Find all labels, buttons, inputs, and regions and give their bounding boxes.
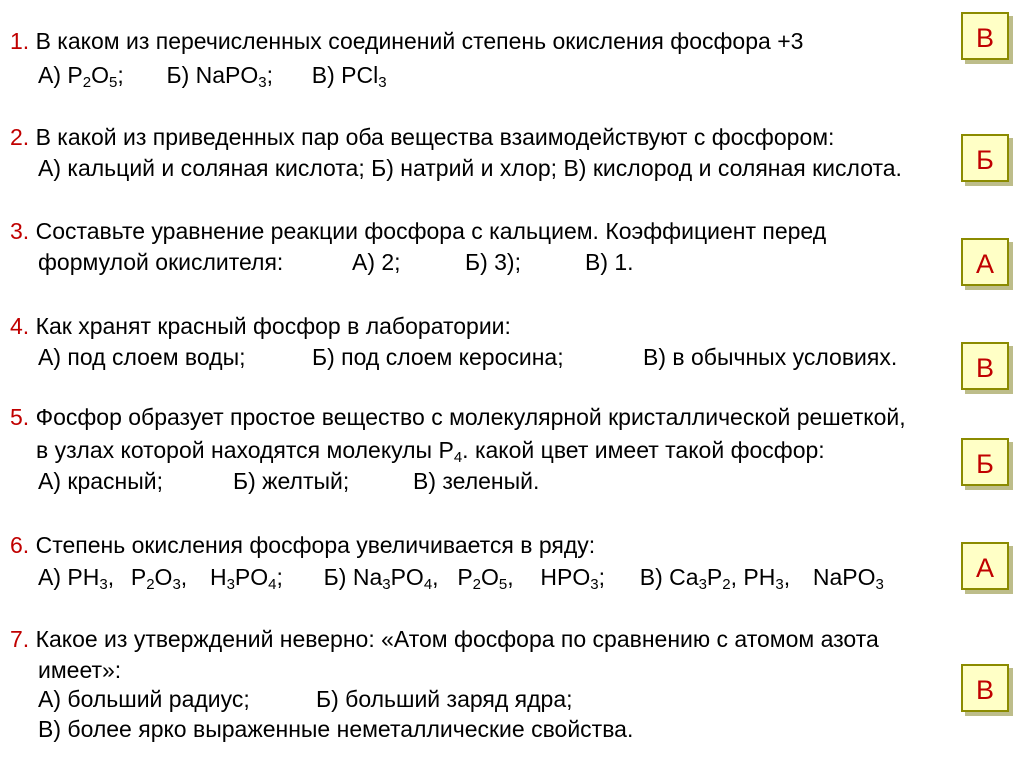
answer-badge: А bbox=[961, 238, 1009, 286]
option-b: Б) под слоем керосина; bbox=[312, 344, 564, 370]
option-b: Б) больший заряд ядра; bbox=[316, 686, 573, 712]
question-7-line2: имеет»: bbox=[38, 657, 122, 683]
option-c: В) зеленый. bbox=[413, 468, 540, 494]
question-text: Составьте уравнение реакции фосфора с кальцием. Коэффициент перед bbox=[35, 218, 827, 244]
answer-badge: В bbox=[961, 664, 1009, 712]
question-7-text bbox=[10, 626, 879, 653]
option-c: В) PCl$_3$ bbox=[311, 62, 387, 91]
question-3-line2: формулой окислителя: bbox=[38, 249, 284, 275]
question-text-tail: +3 bbox=[777, 28, 804, 54]
option-a: А) под слоем воды; bbox=[38, 344, 246, 370]
question-5-text bbox=[10, 404, 906, 431]
answer-badge: Б bbox=[961, 134, 1009, 182]
question-1-options bbox=[38, 62, 387, 89]
question-number: 1. bbox=[10, 28, 30, 54]
option-a: А) больший радиус; bbox=[38, 686, 250, 712]
question-6-text bbox=[10, 532, 595, 559]
option-b: Б) 3); bbox=[465, 249, 521, 275]
answer-badge: Б bbox=[961, 438, 1009, 486]
option-a: А) $PH_3$, $P_2O_3$, $H_3PO_4$; bbox=[38, 564, 283, 593]
question-2-options: А) кальций и соляная кислота; Б) натрий и хлор; В) кислород и соляная кислота. bbox=[38, 155, 902, 181]
question-number: 6. bbox=[10, 532, 30, 558]
question-number: 4. bbox=[10, 313, 30, 339]
question-text: В каком из перечисленных соединений степень окисления фосфора bbox=[35, 28, 771, 54]
option-a: А) $P_2O_5$; bbox=[38, 62, 124, 91]
question-number: 5. bbox=[10, 404, 30, 430]
answer-badge: А bbox=[961, 542, 1009, 590]
question-number: 7. bbox=[10, 626, 30, 652]
question-1-text bbox=[10, 28, 803, 55]
question-text: Фосфор образует простое вещество с молекулярной кристаллической решеткой, bbox=[35, 404, 906, 430]
option-b: Б) $Na_3PO_4$, $P_2O_5$, $HPO_3$; bbox=[323, 564, 605, 593]
answer-badge: В bbox=[961, 12, 1009, 60]
option-c: В) в обычных условиях. bbox=[643, 344, 898, 370]
option-c: В) 1. bbox=[585, 249, 634, 275]
question-text: Какое из утверждений неверно: «Атом фосфора по сравнению с атомом азота bbox=[35, 626, 879, 652]
question-2-text bbox=[10, 124, 834, 151]
option-c: В) более ярко выраженные неметаллические свойства. bbox=[38, 716, 634, 742]
option-a: А) 2; bbox=[352, 249, 401, 275]
option-c: В) $Ca_3P_2$, $PH_3$, NaPO$_3$ bbox=[639, 564, 884, 593]
question-4-text bbox=[10, 313, 511, 340]
question-text: Степень окисления фосфора увеличивается в ряду: bbox=[35, 532, 596, 558]
question-number: 2. bbox=[10, 124, 30, 150]
question-text: В какой из приведенных пар оба вещества взаимодействуют с фосфором: bbox=[35, 124, 835, 150]
option-b: Б) NaPO$_3$; bbox=[166, 62, 273, 91]
question-6-options bbox=[38, 564, 884, 591]
question-3-text bbox=[10, 218, 826, 245]
question-5-line2: в узлах которой находятся молекулы $P_4$. какой цвет имеет такой фосфор: bbox=[36, 437, 825, 466]
answer-badge: В bbox=[961, 342, 1009, 390]
option-a: А) красный; bbox=[38, 468, 164, 494]
question-text: Как хранят красный фосфор в лаборатории: bbox=[35, 313, 511, 339]
option-b: Б) желтый; bbox=[233, 468, 350, 494]
question-number: 3. bbox=[10, 218, 30, 244]
